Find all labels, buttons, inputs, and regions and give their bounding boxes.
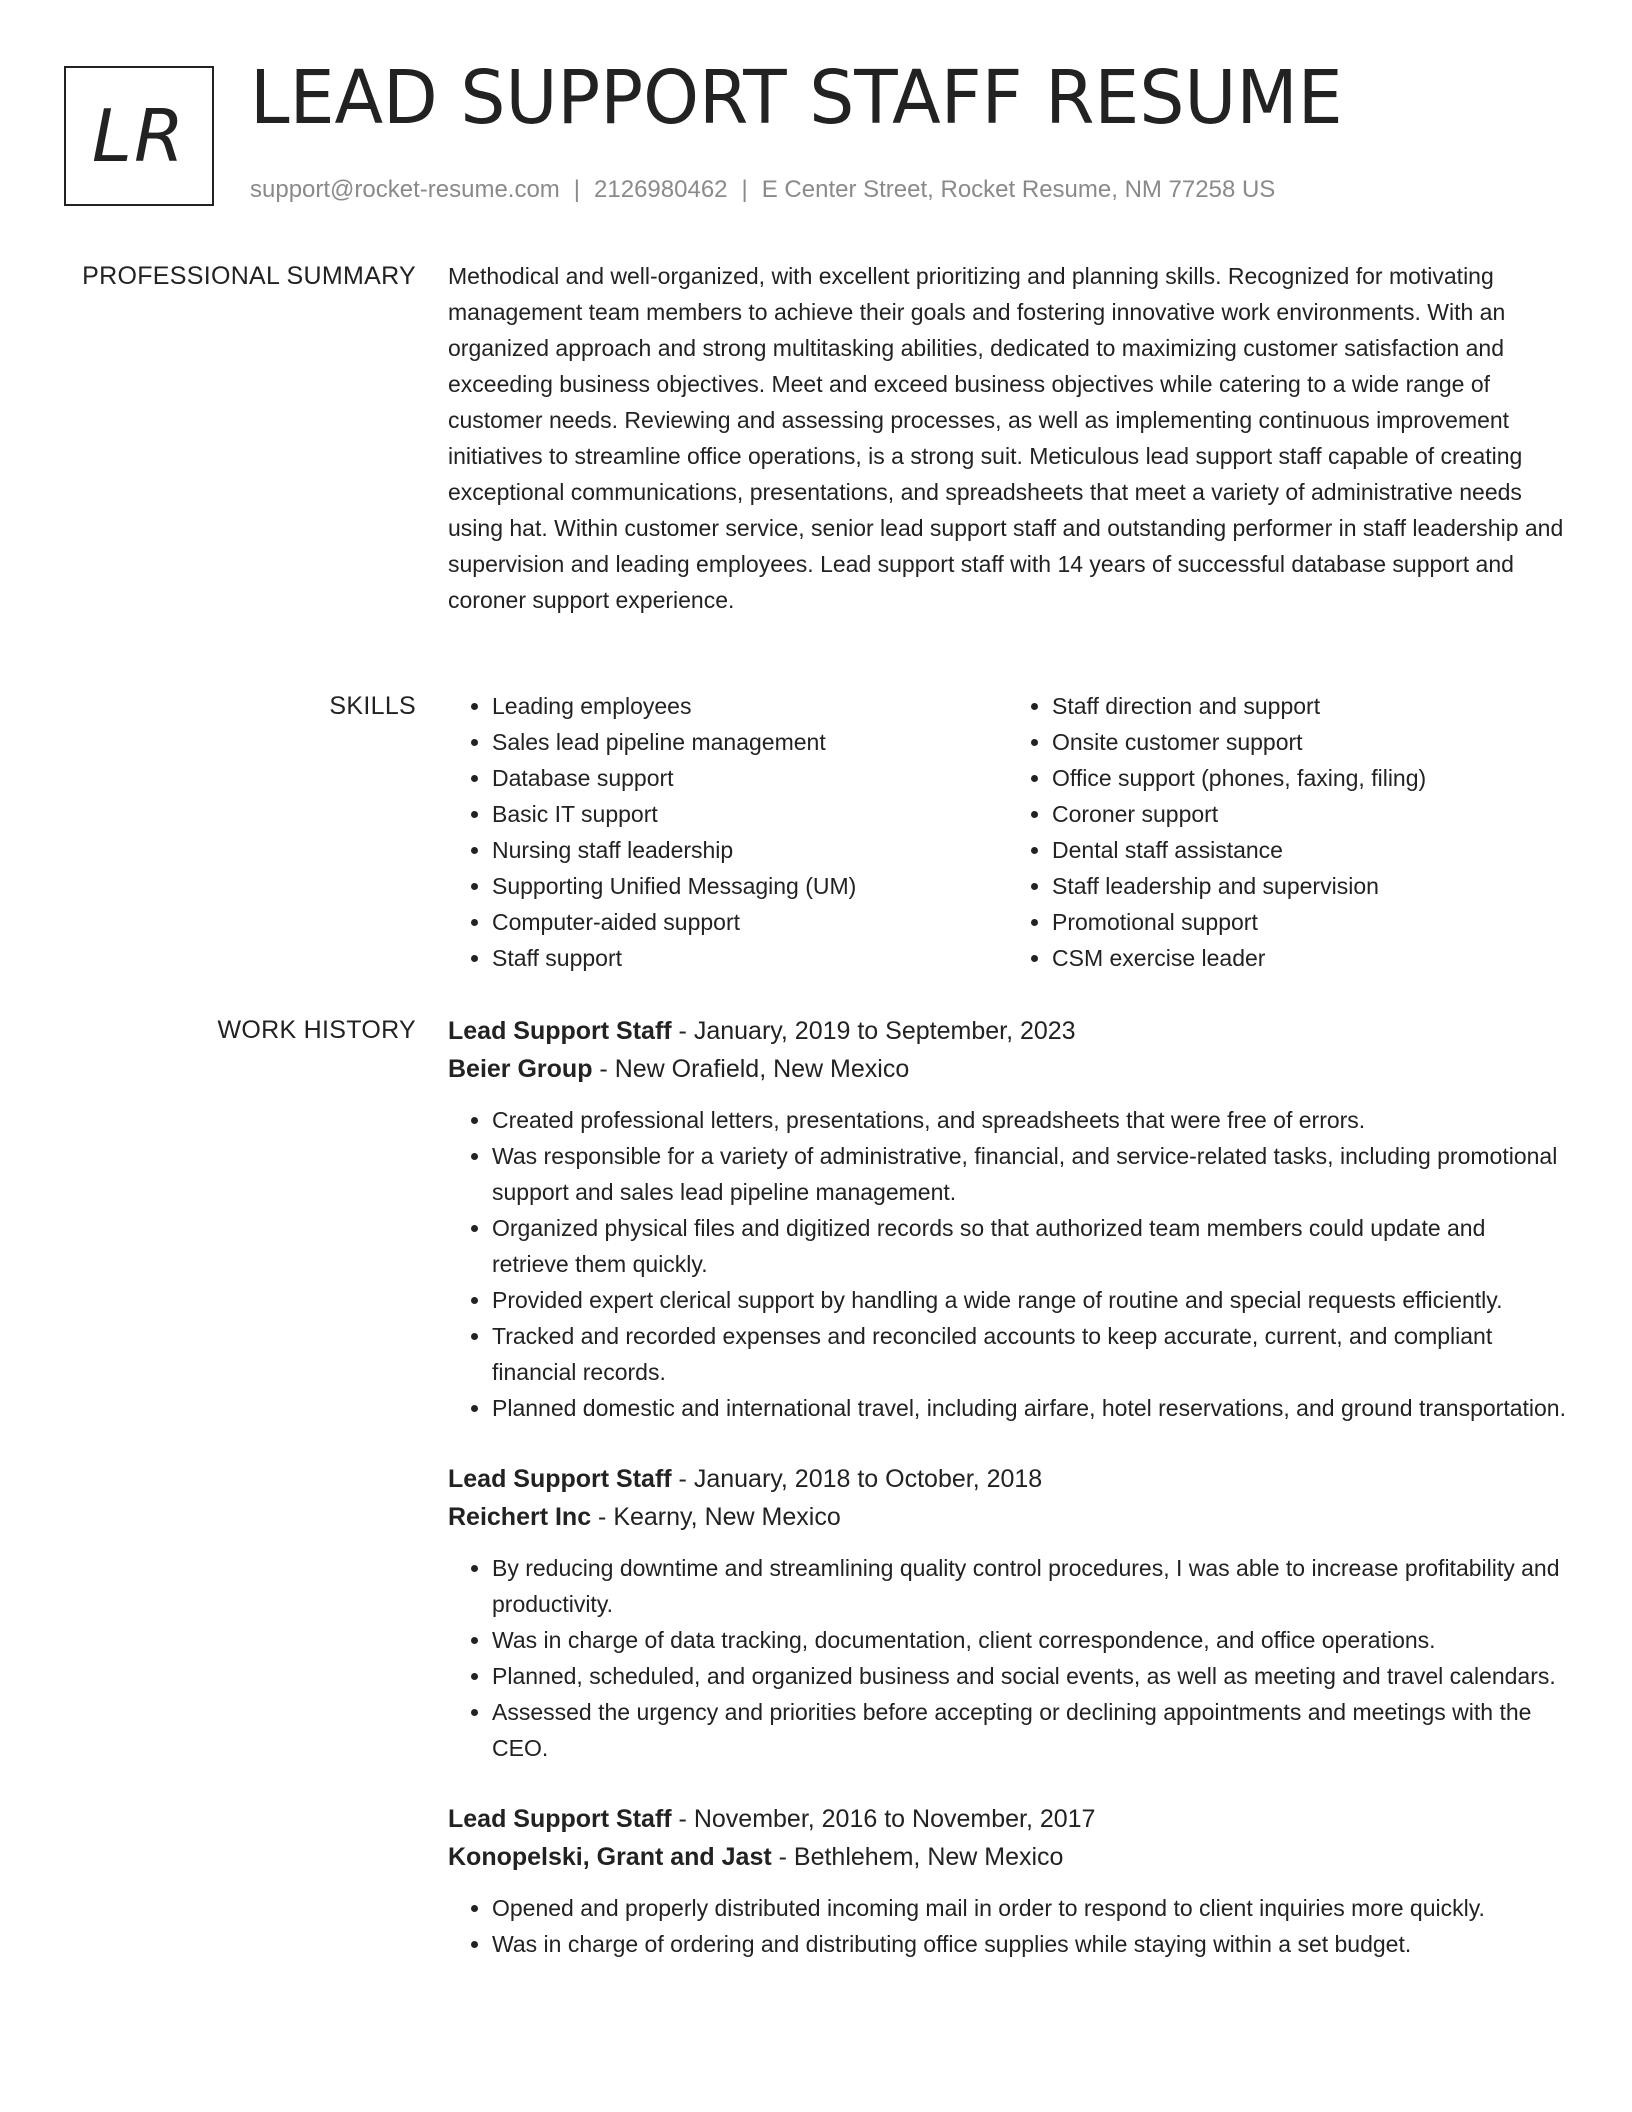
job-entry (448, 1460, 1568, 1766)
job-location: - Kearny, New Mexico (591, 1503, 841, 1531)
monogram-logo: LR (64, 66, 214, 206)
skills-list-right (1008, 688, 1568, 976)
section-label-summary: PROFESSIONAL SUMMARY (82, 262, 416, 290)
job-duty: • Opened and properly distributed incoming mail in order to respond to client inquiries more quickly. (492, 1890, 1568, 1926)
contact-email[interactable]: support@rocket-resume.com (250, 176, 560, 203)
skill-item: • Staff support (492, 940, 1008, 976)
job-duties-list (448, 1890, 1568, 1962)
job-company-line (448, 1498, 1568, 1536)
skill-item: • Leading employees (492, 688, 1008, 724)
skill-item: • Coroner support (1052, 796, 1568, 832)
job-dates: - January, 2019 to September, 2023 (671, 1017, 1076, 1045)
job-duty: • Was in charge of data tracking, documentation, client correspondence, and office operations. (492, 1622, 1568, 1658)
contact-phone[interactable]: 2126980462 (594, 176, 728, 203)
skill-item: • Staff leadership and supervision (1052, 868, 1568, 904)
job-location: - New Orafield, New Mexico (592, 1055, 910, 1083)
job-title: Lead Support Staff (448, 1017, 672, 1045)
skills-body (448, 688, 1568, 976)
skill-item: • Computer-aided support (492, 904, 1008, 940)
job-entry (448, 1800, 1568, 1962)
job-company-line (448, 1838, 1568, 1876)
job-dates: - November, 2016 to November, 2017 (671, 1805, 1096, 1833)
summary-text: Methodical and well-organized, with excellent prioritizing and planning skills. Recognized for motivating management team members to achieve their goals and fostering innovative work environments. With an organized approach and strong multitasking abilities, dedicated to maximizing customer satisfaction and exceeding business objectives. Meet and exceed business objectives while catering to a wide range of customer needs. Reviewing and assessing processes, as well as implementing continuous improvement initiatives to streamline office operations, is a strong suit. Meticulous lead support staff capable of creating exceptional communications, presentations, and spreadsheets that meet a variety of administrative needs using hat. Within customer service, senior lead support staff and outstanding performer in staff leadership and supervision and leading employees. Lead support staff with 14 years of successful database support and coroner support experience. (448, 263, 1564, 613)
skill-item: • Supporting Unified Messaging (UM) (492, 868, 1008, 904)
contact-separator: | (741, 176, 748, 203)
skill-item: • Nursing staff leadership (492, 832, 1008, 868)
job-title: Lead Support Staff (448, 1465, 672, 1493)
section-label-skills: SKILLS (329, 692, 416, 720)
job-duty: • Tracked and recorded expenses and reconciled accounts to keep accurate, current, and compliant financial records. (492, 1318, 1568, 1390)
job-company: Konopelski, Grant and Jast (448, 1843, 772, 1871)
job-company-line (448, 1050, 1568, 1088)
job-company: Beier Group (448, 1055, 593, 1083)
job-title-line (448, 1800, 1568, 1838)
job-duty: • Provided expert clerical support by handling a wide range of routine and special requests efficiently. (492, 1282, 1568, 1318)
skill-item: • Onsite customer support (1052, 724, 1568, 760)
job-duty: • Planned, scheduled, and organized business and social events, as well as meeting and travel calendars. (492, 1658, 1568, 1694)
skill-item: • Promotional support (1052, 904, 1568, 940)
job-entry (448, 1012, 1568, 1426)
skill-item: • CSM exercise leader (1052, 940, 1568, 976)
job-title: Lead Support Staff (448, 1805, 672, 1833)
contact-address: E Center Street, Rocket Resume, NM 77258 US (761, 176, 1276, 203)
skill-item: • Sales lead pipeline management (492, 724, 1008, 760)
skills-list-left (448, 688, 1008, 976)
job-title-line (448, 1460, 1568, 1498)
job-duty: • Organized physical files and digitized records so that authorized team members could update and retrieve them quickly. (492, 1210, 1568, 1282)
resume-title: LEAD SUPPORT STAFF RESUME (250, 55, 1343, 141)
job-dates: - January, 2018 to October, 2018 (671, 1465, 1043, 1493)
job-duty: • By reducing downtime and streamlining quality control procedures, I was able to increase profitability and productivity. (492, 1550, 1568, 1622)
skill-item: • Office support (phones, faxing, filing) (1052, 760, 1568, 796)
section-label-work-history: WORK HISTORY (217, 1016, 416, 1044)
job-duty: • Planned domestic and international travel, including airfare, hotel reservations, and ground transportation. (492, 1390, 1568, 1426)
summary-body (448, 258, 1568, 618)
skill-item: • Staff direction and support (1052, 688, 1568, 724)
contact-separator: | (573, 176, 581, 203)
skill-item: • Dental staff assistance (1052, 832, 1568, 868)
job-title-line (448, 1012, 1568, 1050)
job-location: - Bethlehem, New Mexico (771, 1843, 1064, 1871)
skill-item: • Database support (492, 760, 1008, 796)
job-duties-list (448, 1550, 1568, 1766)
job-duty: • Was in charge of ordering and distributing office supplies while staying within a set budget. (492, 1926, 1568, 1962)
work-history-body (448, 1012, 1568, 1996)
contact-line (250, 176, 1275, 204)
job-duty: • Was responsible for a variety of administrative, financial, and service-related tasks, including promotional support and sales lead pipeline management. (492, 1138, 1568, 1210)
job-duty: • Assessed the urgency and priorities before accepting or declining appointments and meetings with the CEO. (492, 1694, 1568, 1766)
skill-item: • Basic IT support (492, 796, 1008, 832)
job-duties-list (448, 1102, 1568, 1426)
job-duty: • Created professional letters, presentations, and spreadsheets that were free of errors. (492, 1102, 1568, 1138)
job-company: Reichert Inc (448, 1503, 592, 1531)
